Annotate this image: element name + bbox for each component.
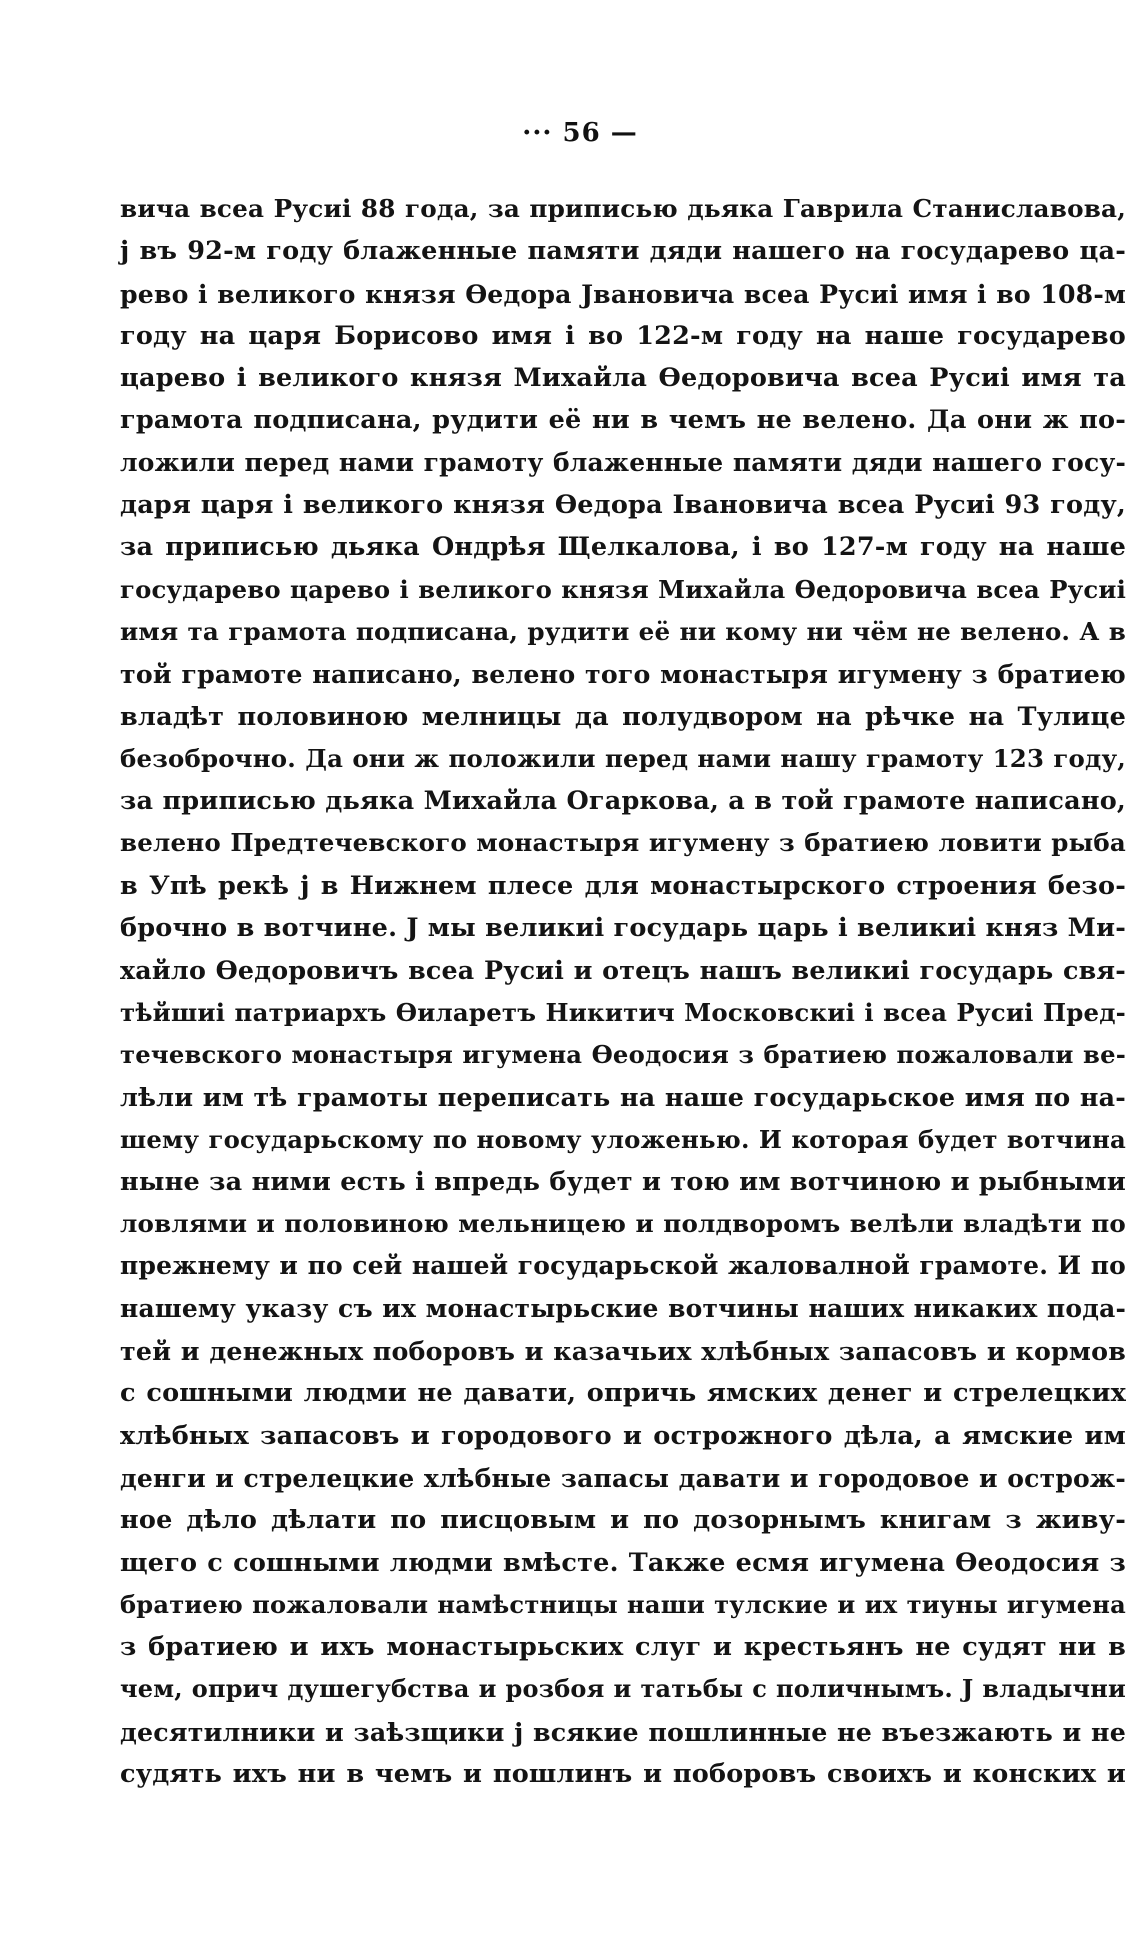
body-text [120,188,1126,1795]
text-line: вича всеа Русиі 88 года, за приписью дьяка Гаврила Станиславова, [120,194,1126,223]
text-line: лѣли им тѣ грамоты переписать на наше государьское имя по на- [120,1082,1126,1113]
text-line: рево і великого князя Өедора Јвановича всеа Русиі имя і во 108-м [120,278,1126,309]
text-line: тей и денежных поборовъ и казачьих хлѣбных запасовъ и кормов [120,1336,1126,1367]
text-line: ныне за ними есть і впредь будет и тою им вотчиною и рыбными [120,1166,1126,1197]
text-line: шему государьскому по новому уложенью. И которая будет вотчина [120,1124,1126,1154]
page-number: ··· 56 — [522,118,638,148]
text-line: ловлями и половиною мельницею и полдворомъ велѣли владѣти по [120,1209,1126,1239]
text-line: прежнему и по сей нашей государьской жаловалной грамоте. И по [120,1251,1126,1281]
text-line: ложили перед нами грамоту блаженные памяти дяди нашего госу- [120,447,1126,477]
text-line: имя та грамота подписана, рудити её ни кому ни чём не велено. А в [120,616,1126,646]
text-line: за приписью дьяка Ондрѣя Щелкалова, і во 127-м году на наше [120,532,1126,563]
text-line: тѣйшиі патриархъ Өиларетъ Никитич Московскиі і всеа Русиі Пред- [120,997,1126,1027]
text-line: ное дѣло дѣлати по писцовым и по дозорнымъ книгам з живу- [120,1505,1126,1536]
text-line: десятилники и заѣзщики ј всякие пошлинные не въезжають и не [120,1716,1126,1747]
text-line: брочно в вотчине. Ј мы великиі государь царь і великиі княз Ми- [120,913,1126,944]
text-line: з братиею и ихъ монастырьских слуг и крестьянъ не судят ни в [120,1632,1126,1663]
text-line: с сошными людми не давати, опричь ямских денег и стрелецких [120,1378,1126,1409]
text-line: велено Предтечевского монастыря игумену з братиею ловити рыба [120,828,1126,858]
text-line: царево і великого князя Михайла Өедоровича всеа Русиі имя та [120,363,1126,394]
text-line: течевского монастыря игумена Өеодосия з братиею пожаловали ве- [120,1039,1126,1069]
text-line: хлѣбных запасовъ и городового и острожного дѣла, а ямские им [120,1420,1126,1451]
text-line: году на царя Борисово имя і во 122-м году на наше государево [120,320,1126,351]
text-line: даря царя і великого князя Өедора Івановича всеа Русиі 93 году, [120,490,1126,521]
text-line: той грамоте написано, велено того монастыря игумену з братиею [120,659,1126,690]
text-line: за приписью дьяка Михайла Огаркова, а в той грамоте написано, [120,786,1126,817]
text-line: чем, оприч душегубства и розбоя и татьбы с поличнымъ. Ј владычни [120,1674,1126,1704]
text-line: братиею пожаловали намѣстницы наши тулские и их тиуны игумена [120,1589,1126,1619]
text-line: хайло Өедоровичъ всеа Русиі и отецъ нашъ великиі государь свя- [120,955,1126,986]
text-line: денги и стрелецкие хлѣбные запасы давати и городовое и острож- [120,1462,1126,1493]
text-line: нашему указу съ их монастырьские вотчины наших никаких пода- [120,1293,1126,1323]
text-line: безоброчно. Да они ж положили перед нами нашу грамоту 123 году, [120,743,1126,773]
text-line: судять ихъ ни в чемъ и пошлинъ и поборовъ своихъ и конских и [120,1758,1126,1789]
text-line: государево царево і великого князя Михайла Өедоровича всеа Русиі [120,574,1126,604]
text-line: грамота подписана, рудити её ни в чемъ не велено. Да они ж по- [120,405,1126,436]
text-line: владѣт половиною мелницы да полудвором на рѣчке на Тулице [120,701,1126,732]
text-line: ј въ 92-м году блаженные памяти дяди нашего на государево ца- [120,236,1126,267]
text-line: щего с сошными людми вмѣсте. Также есмя игумена Өеодосия з [120,1547,1126,1578]
text-line: в Упѣ рекѣ ј в Нижнем плесе для монастырского строения безо- [120,870,1126,901]
